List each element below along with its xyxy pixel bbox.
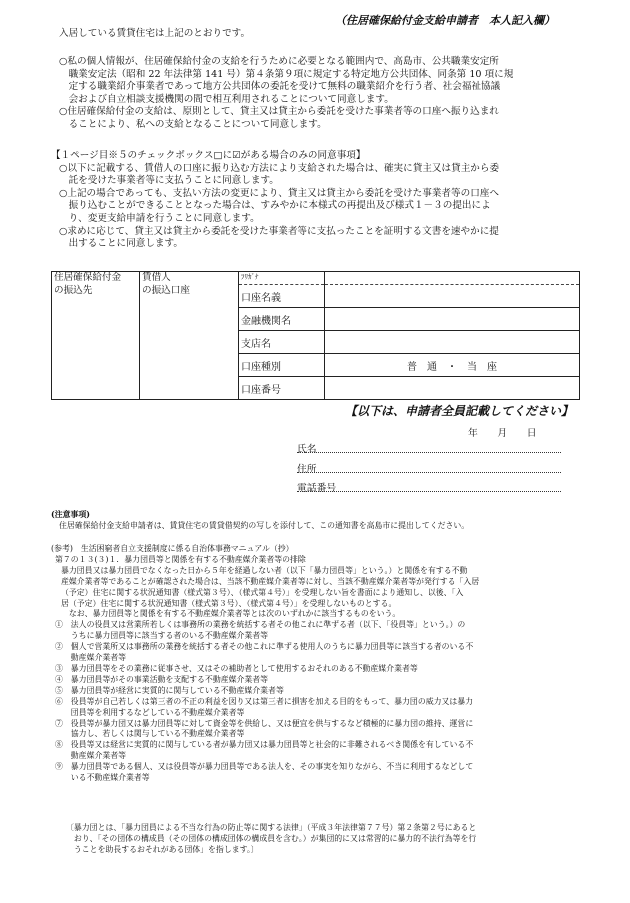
account-number-label: 口座番号: [239, 377, 325, 400]
reference-block: [51, 544, 479, 784]
reference-item: ④ 暴力団員等がその事業活動を支配する不動産媒介業者等: [55, 674, 269, 684]
phone-underline[interactable]: [297, 491, 561, 492]
consent-block: [59, 56, 513, 132]
reference-item: ⑦ 役員等が暴力団又は暴力団員等に対して資金等を供給し、又は便宜を供与するなど積極的に暴力団の維持、運営に: [55, 718, 474, 728]
notes-heading: (注意事項): [51, 510, 91, 519]
definition-block: [66, 823, 476, 856]
reference-item: 団員等を利用するなどしている不動産媒介業者等: [55, 707, 245, 717]
reference-item: 動産媒介業者等: [55, 751, 127, 761]
reference-subheading: 第７の１３(３)１．暴力団員等と関係を有する不動産媒介業者等の排除: [55, 554, 306, 564]
checkbox-consent-line: 託を受けた事業者等に支払うことに同意します。: [59, 175, 279, 187]
reference-item: 動産媒介業者等: [55, 653, 127, 663]
reference-item: ① 法人の役員又は営業所若しくは事務所の業務を統括する者その他これに準ずる者（以下、「役員等」という。）の: [55, 620, 466, 630]
checkbox-consent-heading: 【１ページ目※５のチェックボックス□に☑がある場合のみの同意事項】: [51, 150, 366, 161]
name-underline[interactable]: [297, 452, 561, 453]
branch-name-field[interactable]: [325, 331, 580, 354]
consent-line: 会および自立相談支援機関の間で相互利用されることについて同意します。: [59, 93, 394, 105]
consent-line: ○住居確保給付金の支給は、原則として、貸主又は貸主から委託を受けた事業者等の口座へ振り込まれ: [59, 106, 499, 118]
reference-item: ⑨ 暴力団員等である個人、又は役員等が暴力団員等である法人を、その事実を知りながら、不当に利用するなどして: [55, 762, 474, 772]
reference-item: いる不動産媒介業者等: [55, 773, 150, 783]
bank-account-table: [51, 271, 580, 400]
reference-body-line: なお、暴力団員等と関係を有する不動産媒介業者等とは次のいずれかに該当するものをいう。: [61, 609, 401, 619]
bank-name-label: 金融機関名: [239, 308, 325, 331]
reference-item: ⑧ 役員等又は経営に実質的に関与している者が暴力団又は暴力団員等と社会的に非難されるべき関係を有している不: [55, 740, 474, 750]
bank-name-field[interactable]: [325, 308, 580, 331]
definition-line: うことを助長するおそれがある団体」を指します。〕: [66, 844, 259, 854]
reference-body-line: 産媒介業者等であることが確認された場合は、当該不動産媒介業者等に対し、当該不動産媒介業者等が発行する「入居: [61, 576, 480, 586]
account-holder-field[interactable]: [325, 285, 580, 308]
checkbox-consent-line: ○上記の場合であっても、支払い方法の変更により、貸主又は貸主から委託を受けた事業者等の口座へ: [59, 187, 499, 199]
tenant-account-label: 賃借人: [142, 272, 171, 283]
checkbox-consent-line: 振り込むことができることとなった場合は、すみやかに本様式の再提出及び様式１－３の提出によ: [59, 200, 491, 212]
reference-item: ② 個人で営業所又は事務所の業務を統括する者その他これに準ずる使用人のうちに暴力団員等に該当する者のいる不: [55, 642, 474, 652]
account-holder-label: 口座名義: [239, 285, 325, 308]
notes-text: 住居確保給付金支給申請者は、賃貸住宅の賃貸借契約の写しを添付して、この通知書を高島市に提出してください。: [59, 521, 470, 530]
reference-body-line: 居（予定）住宅に関する状況通知書（様式第３号）、（様式第４号）」を受理しないものとする。: [61, 598, 397, 608]
definition-line: 〔暴力団とは、「暴力団員による不当な行為の防止等に関する法律」（平成３年法律第７７号）第２条第２号にあると: [66, 823, 477, 832]
payee-label: 住居確保給付金: [54, 272, 122, 283]
checkbox-consent-line: ○以下に記載する、賃借人の口座に振り込む方法により支給された場合は、確実に貸主又は貸主から委: [59, 162, 500, 174]
address-label: 住所: [297, 464, 317, 475]
payee-label-cell: [52, 272, 140, 400]
checkbox-consent-line: り、変更支給申請を行うことに同意します。: [59, 212, 260, 224]
reference-body-line: （予定）住宅に関する状況通知書（様式第３号）、（様式第４号）」を受理しない旨を書面により通知し、以後、「入: [61, 587, 464, 597]
consent-line: 定する職業紹介事業者であって地方公共団体の委託を受けて無料の職業紹介を行う者、社会福祉協議: [59, 81, 501, 93]
branch-name-label: 支店名: [239, 331, 325, 354]
checkbox-consent-line: 出することに同意します。: [59, 238, 183, 250]
phone-label: 電話番号: [297, 483, 337, 494]
tenant-account-label: の振込口座: [142, 284, 190, 296]
date-field[interactable]: 年 月 日: [468, 428, 537, 439]
address-underline[interactable]: [297, 472, 561, 473]
reference-item: ⑥ 役員等が自己若しくは第三者の不正の利益を図り又は第三者に損害を加える目的をもって、暴力団の威力又は暴力: [55, 696, 474, 706]
name-label: 氏名: [297, 444, 317, 455]
reference-item: うちに暴力団員等に該当する者のいる不動産媒介業者等: [55, 631, 269, 641]
furigana-field[interactable]: [325, 272, 580, 285]
account-type-label: 口座種別: [239, 354, 325, 377]
reference-item: ⑤ 暴力団員等が経営に実質的に関与している不動産媒介業者等: [55, 685, 284, 695]
definition-line: おり、「その団体の構成員（その団体の構成団体の構成員を含む。）が集団的に又は常習的に暴力的不法行為等を行: [66, 833, 477, 843]
tenant-account-label-cell: [140, 272, 239, 400]
furigana-label: ﾌﾘｶﾞﾅ: [239, 272, 325, 285]
consent-line: 職業安定法（昭和 22 年法律第 141 号）第４条第９項に規定する特定地方公共団体、同条第 10 項に規: [59, 68, 514, 80]
form-section-title: （住居確保給付金支給申請者 本人記入欄）: [335, 14, 555, 27]
account-number-field[interactable]: [325, 377, 580, 400]
account-type-field[interactable]: 普 通 ・ 当 座: [325, 354, 580, 377]
reference-item: 協力し、若しくは関与している不動産媒介業者等: [55, 729, 245, 739]
reference-item: ③ 暴力団員等をその業務に従事させ、又はその補助者として使用するおそれのある不動産媒介業者等: [55, 663, 418, 673]
checkbox-consent-block: [51, 150, 499, 251]
consent-line: ることにより、私への支給となることについて同意します。: [59, 118, 327, 130]
intro-text: 入居している賃貸住宅は上記のとおりです。: [59, 28, 251, 39]
consent-line: ○私の個人情報が、住居確保給付金の支給を行うために必要となる範囲内で、高島市、公共職業安定所: [59, 56, 499, 67]
payee-label: の振込先: [54, 284, 93, 296]
checkbox-consent-line: ○求めに応じて、貸主又は貸主から委託を受けた事業者等に支払ったことを証明する文書を速やかに提: [59, 225, 499, 237]
reference-body-line: 暴力団員又は暴力団員でなくなった日から５年を経過しない者（以下「暴力団員等」という。）と関係を有する不動: [61, 565, 468, 575]
applicant-heading: 【以下は、申請者全員記載してください】: [345, 404, 574, 418]
reference-heading: (参考) 生活困窮者自立支援制度に係る自治体事務マニュアル（抄）: [51, 544, 294, 553]
